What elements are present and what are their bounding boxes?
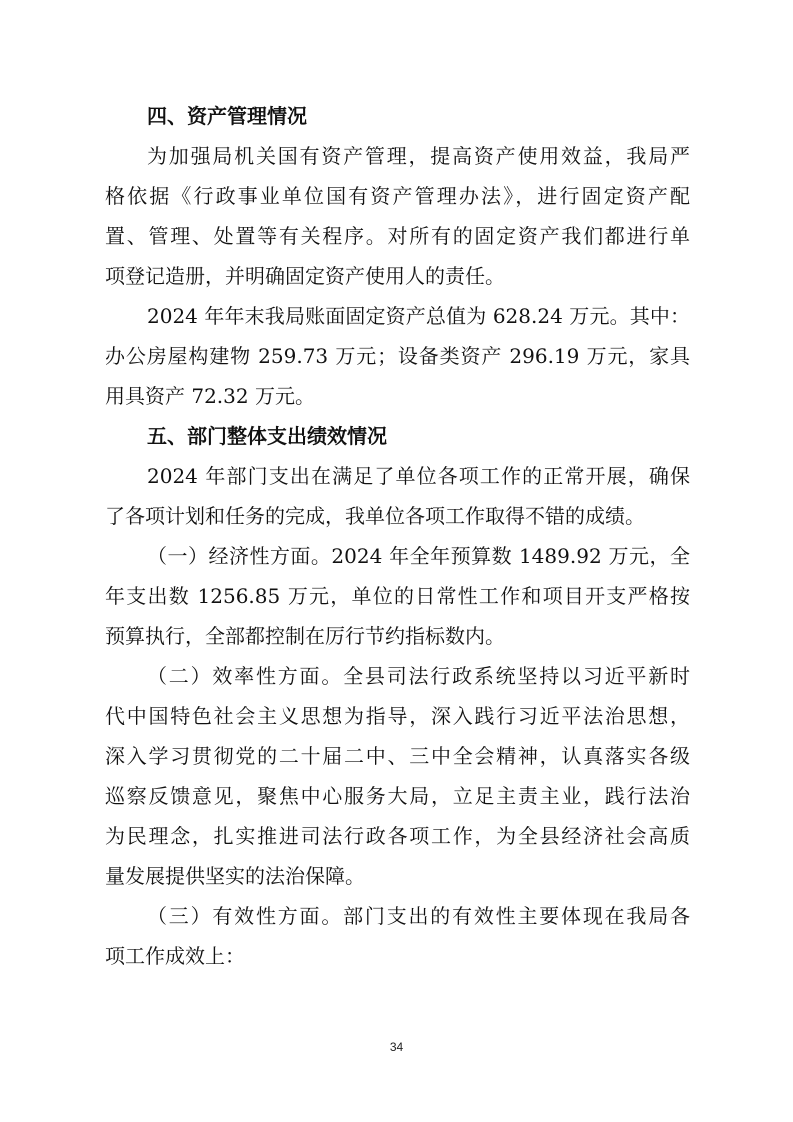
paragraph-line: （三）有效性方面。部门支出的有效性主要体现在我局各 bbox=[147, 904, 690, 928]
paragraph-line: 2024 年部门支出在满足了单位各项工作的正常开展，确保 bbox=[147, 464, 690, 488]
paragraph-line: 置、管理、处置等有关程序。对所有的固定资产我们都进行单 bbox=[105, 224, 690, 248]
paragraph bbox=[105, 296, 690, 416]
paragraph bbox=[105, 456, 690, 536]
paragraph-line: 深入学习贯彻党的二十届二中、三中全会精神，认真落实各级 bbox=[105, 744, 690, 768]
paragraph-line: 年支出数 1256.85 万元，单位的日常性工作和项目开支严格按 bbox=[105, 584, 690, 608]
paragraph-line: 项工作成效上： bbox=[105, 944, 245, 968]
paragraph-line: 了各项计划和任务的完成，我单位各项工作取得不错的成绩。 bbox=[105, 504, 645, 528]
paragraph-line: 办公房屋构建物 259.73 万元；设备类资产 296.19 万元，家具 bbox=[105, 344, 690, 368]
paragraph-line: 项登记造册，并明确固定资产使用人的责任。 bbox=[105, 264, 505, 288]
page-number: 34 bbox=[389, 1040, 404, 1054]
paragraph-line: （一）经济性方面。2024 年全年预算数 1489.92 万元，全 bbox=[147, 544, 690, 568]
paragraph-line: 2024 年年末我局账面固定资产总值为 628.24 万元。其中： bbox=[147, 304, 690, 328]
paragraph-line: 用具资产 72.32 万元。 bbox=[105, 384, 315, 408]
paragraph bbox=[105, 656, 690, 896]
paragraph-line: 量发展提供坚实的法治保障。 bbox=[105, 864, 365, 888]
section-heading: 五、部门整体支出绩效情况 bbox=[147, 424, 387, 448]
document-body bbox=[105, 96, 690, 976]
paragraph-line: 代中国特色社会主义思想为指导，深入践行习近平法治思想， bbox=[105, 704, 690, 728]
paragraph-line: 预算执行，全部都控制在厉行节约指标数内。 bbox=[105, 624, 505, 648]
paragraph-line: （二）效率性方面。全县司法行政系统坚持以习近平新时 bbox=[147, 664, 690, 688]
paragraph bbox=[105, 896, 690, 976]
section-heading: 四、资产管理情况 bbox=[147, 104, 307, 128]
paragraph bbox=[105, 136, 690, 296]
paragraph bbox=[105, 536, 690, 656]
paragraph-line: 为加强局机关国有资产管理，提高资产使用效益，我局严 bbox=[147, 144, 690, 168]
paragraph-line: 格依据《行政事业单位国有资产管理办法》，进行固定资产配 bbox=[105, 184, 690, 208]
paragraph-line: 为民理念，扎实推进司法行政各项工作，为全县经济社会高质 bbox=[105, 824, 690, 848]
paragraph-line: 巡察反馈意见，聚焦中心服务大局，立足主责主业，践行法治 bbox=[105, 784, 690, 808]
